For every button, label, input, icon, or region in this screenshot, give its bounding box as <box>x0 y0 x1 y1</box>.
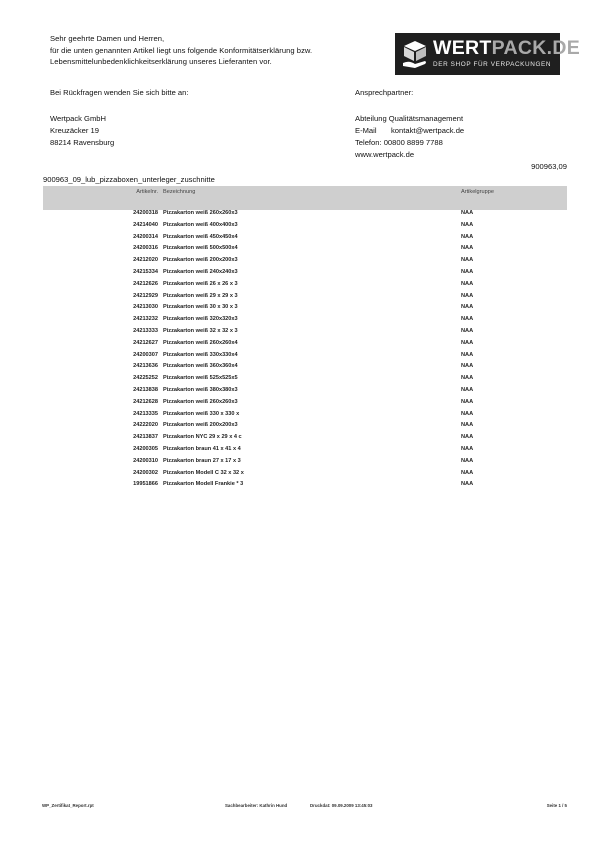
cell-artikelnr: 24200314 <box>133 233 158 240</box>
table-row <box>43 267 567 279</box>
cell-artikelgruppe: NAA <box>461 316 474 323</box>
cell-bezeichnung: Pizzakarton weiß 400x400x3 <box>163 221 238 228</box>
cell-artikelnr: 24212627 <box>133 339 158 346</box>
table-row <box>43 314 567 326</box>
cell-bezeichnung: Pizzakarton NYC 29 x 29 x 4 c <box>163 434 242 441</box>
email-line <box>355 125 464 137</box>
table-row <box>43 291 567 303</box>
logo-brand: WERTPACK.DE <box>433 37 581 59</box>
header-artikelnr: Artikelnr. <box>136 189 158 195</box>
cell-artikelgruppe: NAA <box>461 268 474 275</box>
table-row <box>43 243 567 255</box>
cell-artikelnr: 24212626 <box>133 280 158 287</box>
email-label: E-Mail <box>355 126 377 135</box>
cell-artikelgruppe: NAA <box>461 245 474 252</box>
table-row <box>43 350 567 362</box>
cell-bezeichnung: Pizzakarton weiß 320x320x3 <box>163 316 238 323</box>
table-body <box>43 208 567 491</box>
cell-artikelgruppe: NAA <box>461 434 474 441</box>
cell-artikelgruppe: NAA <box>461 304 474 311</box>
table-header <box>43 186 567 210</box>
table-row <box>43 220 567 232</box>
table-row <box>43 361 567 373</box>
table-row <box>43 279 567 291</box>
cell-artikelnr: 24212020 <box>133 257 158 264</box>
cell-artikelgruppe: NAA <box>461 386 474 393</box>
cell-artikelgruppe: NAA <box>461 469 474 476</box>
cell-artikelnr: 24225252 <box>133 375 158 382</box>
cell-artikelnr: 24215334 <box>133 268 158 275</box>
cell-artikelgruppe: NAA <box>461 327 474 334</box>
cell-artikelnr: 24200305 <box>133 445 158 452</box>
salutation-line: Sehr geehrte Damen und Herren, <box>50 34 165 43</box>
cell-artikelnr: 24213030 <box>133 304 158 311</box>
cell-artikelnr: 24200307 <box>133 351 158 358</box>
footer-editor: Sachbearbeiter: Kathrin Hund <box>225 803 288 808</box>
table-row <box>43 302 567 314</box>
table-row <box>43 444 567 456</box>
table-row <box>43 468 567 480</box>
cell-artikelgruppe: NAA <box>461 457 474 464</box>
cell-artikelnr: 24213636 <box>133 363 158 370</box>
email-link[interactable]: kontakt@wertpack.de <box>391 126 465 135</box>
table-row <box>43 420 567 432</box>
cell-bezeichnung: Pizzakarton braun 27 x 17 x 3 <box>163 457 241 464</box>
contact-block <box>355 113 464 161</box>
cell-bezeichnung: Pizzakarton weiß 450x450x4 <box>163 233 238 240</box>
header-artikelgruppe: Artikelgruppe <box>461 189 494 195</box>
cell-artikelgruppe: NAA <box>461 339 474 346</box>
table-row <box>43 255 567 267</box>
cell-artikelgruppe: NAA <box>461 410 474 417</box>
cell-artikelgruppe: NAA <box>461 445 474 452</box>
cell-bezeichnung: Pizzakarton weiß 330x330x4 <box>163 351 238 358</box>
cell-bezeichnung: Pizzakarton weiß 240x240x3 <box>163 268 238 275</box>
cell-bezeichnung: Pizzakarton weiß 200x200x3 <box>163 422 238 429</box>
footer-report-name: WP_Zertifikat_Report.rpt <box>42 803 94 808</box>
company-name: Wertpack GmbH <box>50 114 106 123</box>
cell-bezeichnung: Pizzakarton weiß 260x260x4 <box>163 339 238 346</box>
cell-bezeichnung: Pizzakarton Modell C 32 x 32 x <box>163 469 244 476</box>
logo-tagline: DER SHOP FÜR VERPACKUNGEN <box>433 61 552 68</box>
cell-artikelgruppe: NAA <box>461 292 474 299</box>
table-row <box>43 208 567 220</box>
city: 88214 Ravensburg <box>50 138 115 147</box>
table-row <box>43 397 567 409</box>
wertpack-logo <box>395 33 581 75</box>
cell-artikelnr: 24200318 <box>133 210 158 216</box>
intro-line: für die unten genannten Artikel liegt uns folgende Konformitätserklärung bzw. <box>50 45 313 55</box>
cell-artikelnr: 24200316 <box>133 245 158 252</box>
cell-bezeichnung: Pizzakarton weiß 260x260x3 <box>163 398 238 405</box>
cell-artikelnr: 24212628 <box>133 398 158 405</box>
cell-artikelnr: 24213837 <box>133 434 158 441</box>
cell-artikelnr: 24200310 <box>133 457 158 464</box>
table-row <box>43 409 567 421</box>
street: Kreuzäcker 19 <box>50 126 99 135</box>
cell-artikelnr: 19951866 <box>133 481 158 488</box>
cell-bezeichnung: Pizzakarton braun 41 x 41 x 4 <box>163 445 241 452</box>
cell-bezeichnung: Pizzakarton weiß 330 x 330 x <box>163 410 240 417</box>
cell-bezeichnung: Pizzakarton weiß 200x200x3 <box>163 257 238 264</box>
cell-bezeichnung: Pizzakarton weiß 26 x 26 x 3 <box>163 280 238 287</box>
cell-bezeichnung: Pizzakarton weiß 32 x 32 x 3 <box>163 327 238 334</box>
intro-line: Lebensmittelunbedenklichkeitserklärung unseres Lieferanten vor. <box>50 57 272 66</box>
ansprechpartner-heading: Ansprechpartner: <box>355 88 414 97</box>
footer-page: Seite 1 / 5 <box>546 803 567 808</box>
rueckfragen-text: Bei Rückfragen wenden Sie sich bitte an: <box>50 88 189 97</box>
cell-artikelgruppe: NAA <box>461 210 474 216</box>
cell-artikelnr: 24213333 <box>133 327 158 334</box>
cell-artikelgruppe: NAA <box>461 233 474 240</box>
table-row <box>43 373 567 385</box>
cell-artikelnr: 24222020 <box>133 422 158 429</box>
table-row <box>43 385 567 397</box>
cell-artikelgruppe: NAA <box>461 375 474 382</box>
cell-artikelnr: 24213838 <box>133 386 158 393</box>
table-row <box>43 232 567 244</box>
company-address <box>50 113 114 149</box>
table-row <box>43 479 567 491</box>
cell-artikelgruppe: NAA <box>461 280 474 287</box>
department: Abteilung Qualitätsmanagement <box>355 114 464 123</box>
cell-bezeichnung: Pizzakarton weiß 30 x 30 x 3 <box>163 304 238 311</box>
cell-artikelnr: 24212929 <box>133 292 158 299</box>
cell-artikelgruppe: NAA <box>461 422 474 429</box>
header-bezeichnung: Bezeichnung <box>163 189 196 195</box>
table-row <box>43 338 567 350</box>
cell-artikelgruppe: NAA <box>461 363 474 370</box>
cell-artikelnr: 24200302 <box>133 469 158 476</box>
table-row <box>43 326 567 338</box>
cell-artikelnr: 24214040 <box>133 221 158 228</box>
intro-text <box>50 33 312 68</box>
footer-print-date: Druckdat: 09.09.2009 13:45:03 <box>310 803 373 808</box>
cell-bezeichnung: Pizzakarton weiß 360x360x4 <box>163 363 238 370</box>
cell-artikelnr: 24213232 <box>133 316 158 323</box>
cell-bezeichnung: Pizzakarton weiß 29 x 29 x 3 <box>163 292 238 299</box>
cell-artikelgruppe: NAA <box>461 257 474 264</box>
cell-bezeichnung: Pizzakarton weiß 525x525x5 <box>163 375 238 382</box>
cell-artikelgruppe: NAA <box>461 398 474 405</box>
cell-bezeichnung: Pizzakarton Modell Frankie * 3 <box>163 481 244 488</box>
table-row <box>43 432 567 444</box>
website-link[interactable]: www.wertpack.de <box>355 150 415 159</box>
table-row <box>43 456 567 468</box>
cell-artikelgruppe: NAA <box>461 351 474 358</box>
cell-bezeichnung: Pizzakarton weiß 380x380x3 <box>163 386 238 393</box>
cell-artikelnr: 24213335 <box>133 410 158 417</box>
cell-artikelgruppe: NAA <box>461 221 474 228</box>
file-name: 900963_09_lub_pizzaboxen_unterleger_zuschnitte <box>43 175 215 184</box>
cell-bezeichnung: Pizzakarton weiß 260x260x3 <box>163 210 238 216</box>
phone: Telefon: 00800 8899 7788 <box>355 138 443 147</box>
cell-bezeichnung: Pizzakarton weiß 500x500x4 <box>163 245 238 252</box>
box-hand-icon <box>401 39 429 69</box>
cell-artikelgruppe: NAA <box>461 481 474 488</box>
document-number: 900963,09 <box>531 162 567 171</box>
